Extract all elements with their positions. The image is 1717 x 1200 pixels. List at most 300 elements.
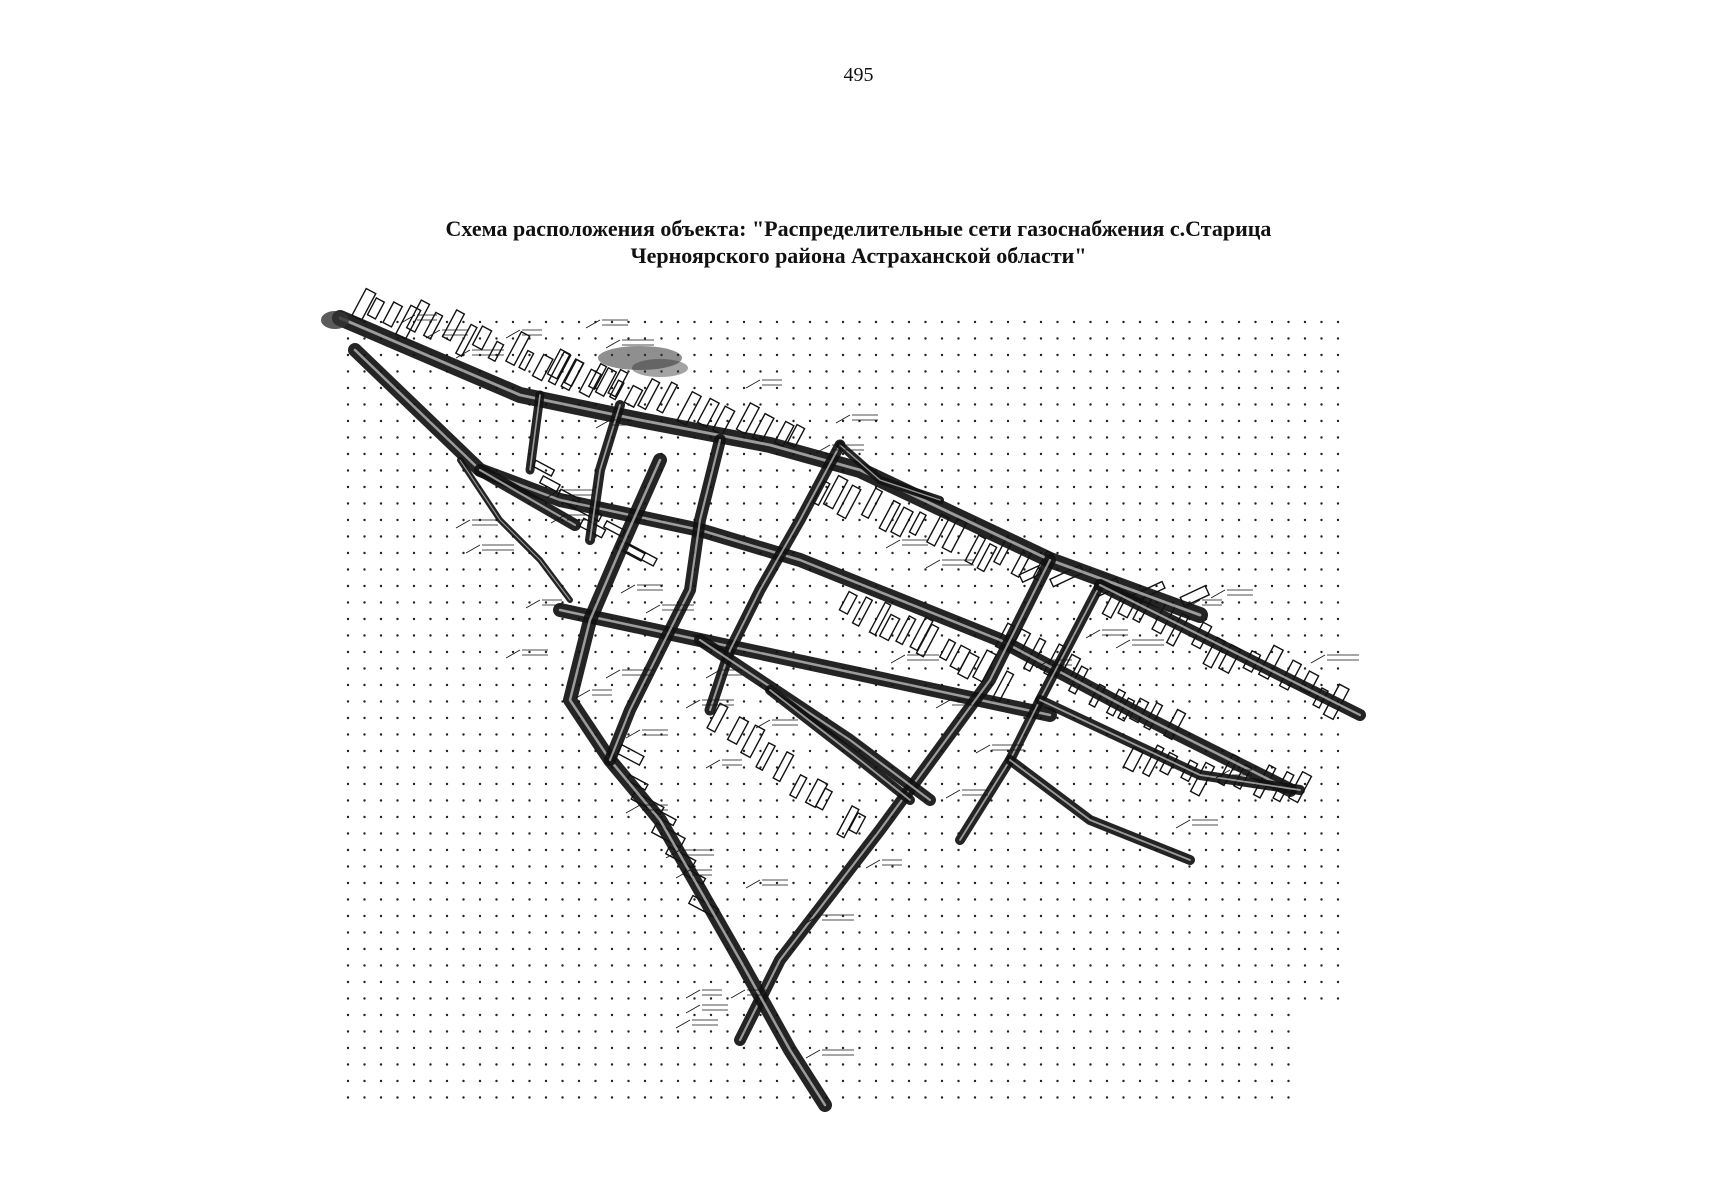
grid-dot bbox=[1205, 981, 1207, 983]
grid-dot bbox=[644, 387, 646, 389]
grid-dot bbox=[512, 997, 514, 999]
grid-dot bbox=[990, 981, 992, 983]
grid-dot bbox=[660, 1063, 662, 1065]
grid-dot bbox=[545, 832, 547, 834]
grid-dot bbox=[842, 1014, 844, 1016]
grid-dot bbox=[1271, 420, 1273, 422]
grid-dot bbox=[1007, 502, 1009, 504]
grid-dot bbox=[363, 469, 365, 471]
grid-dot bbox=[974, 601, 976, 603]
grid-dot bbox=[446, 1014, 448, 1016]
grid-dot bbox=[710, 387, 712, 389]
grid-dot bbox=[594, 865, 596, 867]
grid-dot bbox=[908, 321, 910, 323]
building bbox=[790, 775, 807, 798]
grid-dot bbox=[957, 436, 959, 438]
grid-dot bbox=[974, 585, 976, 587]
grid-dot bbox=[611, 1096, 613, 1098]
grid-dot bbox=[495, 882, 497, 884]
grid-dot bbox=[924, 321, 926, 323]
grid-dot bbox=[743, 1080, 745, 1082]
grid-dot bbox=[1056, 882, 1058, 884]
grid-dot bbox=[660, 1096, 662, 1098]
grid-dot bbox=[809, 684, 811, 686]
grid-dot bbox=[776, 948, 778, 950]
grid-dot bbox=[545, 700, 547, 702]
grid-dot bbox=[1221, 618, 1223, 620]
grid-dot bbox=[908, 651, 910, 653]
grid-dot bbox=[1205, 898, 1207, 900]
grid-dot bbox=[1007, 601, 1009, 603]
grid-dot bbox=[462, 981, 464, 983]
grid-dot bbox=[1139, 964, 1141, 966]
grid-dot bbox=[776, 717, 778, 719]
grid-dot bbox=[990, 997, 992, 999]
grid-dot bbox=[512, 849, 514, 851]
grid-dot bbox=[1287, 1063, 1289, 1065]
grid-dot bbox=[528, 1080, 530, 1082]
grid-dot bbox=[1320, 915, 1322, 917]
grid-dot bbox=[1287, 601, 1289, 603]
grid-dot bbox=[1056, 1047, 1058, 1049]
grid-dot bbox=[1040, 964, 1042, 966]
grid-dot bbox=[908, 568, 910, 570]
grid-dot bbox=[347, 1063, 349, 1065]
grid-dot bbox=[512, 783, 514, 785]
grid-dot bbox=[677, 469, 679, 471]
grid-dot bbox=[1271, 816, 1273, 818]
grid-dot bbox=[1172, 453, 1174, 455]
grid-dot bbox=[1287, 585, 1289, 587]
grid-dot bbox=[809, 700, 811, 702]
grid-dot bbox=[1122, 469, 1124, 471]
grid-dot bbox=[1188, 387, 1190, 389]
grid-dot bbox=[1139, 1047, 1141, 1049]
grid-dot bbox=[611, 535, 613, 537]
grid-dot bbox=[1007, 1096, 1009, 1098]
grid-dot bbox=[990, 898, 992, 900]
grid-dot bbox=[990, 717, 992, 719]
grid-dot bbox=[1271, 486, 1273, 488]
grid-dot bbox=[479, 618, 481, 620]
grid-dot bbox=[1106, 618, 1108, 620]
grid-dot bbox=[660, 1047, 662, 1049]
grid-dot bbox=[1023, 964, 1025, 966]
grid-dot bbox=[1304, 997, 1306, 999]
grid-dot bbox=[1089, 403, 1091, 405]
grid-dot bbox=[1040, 618, 1042, 620]
grid-dot bbox=[759, 964, 761, 966]
grid-dot bbox=[875, 882, 877, 884]
grid-dot bbox=[594, 354, 596, 356]
grid-dot bbox=[479, 964, 481, 966]
grid-dot bbox=[1271, 1063, 1273, 1065]
grid-dot bbox=[479, 865, 481, 867]
grid-dot bbox=[479, 997, 481, 999]
grid-dot bbox=[1007, 898, 1009, 900]
grid-dot bbox=[1320, 321, 1322, 323]
grid-dot bbox=[1287, 618, 1289, 620]
grid-dot bbox=[1271, 832, 1273, 834]
grid-dot bbox=[1007, 354, 1009, 356]
grid-dot bbox=[446, 535, 448, 537]
grid-dot bbox=[627, 651, 629, 653]
grid-dot bbox=[726, 981, 728, 983]
grid-dot bbox=[512, 1030, 514, 1032]
grid-dot bbox=[1287, 354, 1289, 356]
grid-dot bbox=[611, 1063, 613, 1065]
grid-dot bbox=[380, 849, 382, 851]
grid-dot bbox=[627, 1063, 629, 1065]
grid-dot bbox=[842, 387, 844, 389]
grid-dot bbox=[908, 865, 910, 867]
grid-dot bbox=[594, 1014, 596, 1016]
grid-dot bbox=[1172, 865, 1174, 867]
grid-dot bbox=[363, 568, 365, 570]
grid-dot bbox=[1073, 700, 1075, 702]
grid-dot bbox=[578, 981, 580, 983]
grid-dot bbox=[1287, 552, 1289, 554]
grid-dot bbox=[429, 733, 431, 735]
grid-dot bbox=[545, 1096, 547, 1098]
grid-dot bbox=[413, 1047, 415, 1049]
grid-dot bbox=[957, 964, 959, 966]
grid-dot bbox=[858, 1014, 860, 1016]
grid-dot bbox=[891, 849, 893, 851]
grid-dot bbox=[693, 783, 695, 785]
grid-dot bbox=[1122, 321, 1124, 323]
grid-dot bbox=[809, 799, 811, 801]
grid-dot bbox=[1155, 1014, 1157, 1016]
grid-dot bbox=[891, 898, 893, 900]
grid-dot bbox=[660, 1014, 662, 1016]
grid-dot bbox=[1040, 1096, 1042, 1098]
grid-dot bbox=[1073, 849, 1075, 851]
grid-dot bbox=[1007, 948, 1009, 950]
grid-dot bbox=[429, 717, 431, 719]
grid-dot bbox=[363, 618, 365, 620]
grid-dot bbox=[1254, 601, 1256, 603]
grid-dot bbox=[413, 948, 415, 950]
grid-dot bbox=[627, 1014, 629, 1016]
grid-dot bbox=[1056, 849, 1058, 851]
grid-dot bbox=[1287, 337, 1289, 339]
grid-dot bbox=[842, 337, 844, 339]
grid-dot bbox=[974, 799, 976, 801]
grid-dot bbox=[1040, 981, 1042, 983]
grid-dot bbox=[941, 964, 943, 966]
grid-dot bbox=[809, 618, 811, 620]
grid-dot bbox=[693, 948, 695, 950]
grid-dot bbox=[1106, 964, 1108, 966]
grid-dot bbox=[396, 453, 398, 455]
grid-dot bbox=[545, 1047, 547, 1049]
grid-dot bbox=[1106, 1096, 1108, 1098]
grid-dot bbox=[957, 750, 959, 752]
grid-dot bbox=[990, 453, 992, 455]
grid-dot bbox=[1122, 750, 1124, 752]
grid-dot bbox=[1155, 1047, 1157, 1049]
grid-dot bbox=[710, 1080, 712, 1082]
grid-dot bbox=[363, 931, 365, 933]
grid-dot bbox=[1238, 552, 1240, 554]
grid-dot bbox=[396, 585, 398, 587]
grid-dot bbox=[1122, 915, 1124, 917]
grid-dot bbox=[495, 1030, 497, 1032]
grid-dot bbox=[1188, 436, 1190, 438]
grid-dot bbox=[1106, 783, 1108, 785]
grid-dot bbox=[1205, 667, 1207, 669]
grid-dot bbox=[710, 568, 712, 570]
grid-dot bbox=[825, 816, 827, 818]
grid-dot bbox=[1040, 403, 1042, 405]
grid-dot bbox=[528, 420, 530, 422]
grid-dot bbox=[396, 420, 398, 422]
grid-dot bbox=[1106, 403, 1108, 405]
grid-dot bbox=[1073, 816, 1075, 818]
grid-dot bbox=[974, 403, 976, 405]
grid-dot bbox=[743, 865, 745, 867]
grid-dot bbox=[1271, 370, 1273, 372]
grid-dot bbox=[1056, 733, 1058, 735]
grid-dot bbox=[1122, 403, 1124, 405]
grid-dot bbox=[726, 634, 728, 636]
grid-dot bbox=[1304, 915, 1306, 917]
grid-dot bbox=[710, 354, 712, 356]
grid-dot bbox=[495, 964, 497, 966]
grid-dot bbox=[1172, 931, 1174, 933]
grid-dot bbox=[1287, 700, 1289, 702]
grid-dot bbox=[545, 783, 547, 785]
grid-dot bbox=[462, 486, 464, 488]
grid-dot bbox=[743, 882, 745, 884]
grid-dot bbox=[1271, 1096, 1273, 1098]
grid-dot bbox=[1337, 816, 1339, 818]
grid-dot bbox=[957, 469, 959, 471]
grid-dot bbox=[479, 849, 481, 851]
grid-dot bbox=[677, 733, 679, 735]
grid-dot bbox=[1304, 717, 1306, 719]
grid-dot bbox=[1254, 387, 1256, 389]
grid-dot bbox=[578, 585, 580, 587]
grid-dot bbox=[1304, 882, 1306, 884]
grid-dot bbox=[1238, 684, 1240, 686]
grid-dot bbox=[1337, 832, 1339, 834]
grid-dot bbox=[1287, 799, 1289, 801]
grid-dot bbox=[611, 1047, 613, 1049]
grid-dot bbox=[611, 321, 613, 323]
grid-dot bbox=[462, 964, 464, 966]
grid-dot bbox=[644, 948, 646, 950]
grid-dot bbox=[924, 486, 926, 488]
grid-dot bbox=[1337, 997, 1339, 999]
grid-dot bbox=[776, 783, 778, 785]
grid-dot bbox=[1221, 717, 1223, 719]
grid-dot bbox=[1254, 1096, 1256, 1098]
grid-dot bbox=[957, 387, 959, 389]
grid-dot bbox=[1221, 387, 1223, 389]
grid-dot bbox=[924, 948, 926, 950]
grid-dot bbox=[1287, 321, 1289, 323]
grid-dot bbox=[1287, 1030, 1289, 1032]
grid-dot bbox=[380, 964, 382, 966]
grid-dot bbox=[594, 667, 596, 669]
grid-dot bbox=[660, 882, 662, 884]
grid-dot bbox=[1056, 948, 1058, 950]
grid-dot bbox=[545, 717, 547, 719]
building bbox=[506, 332, 530, 366]
grid-dot bbox=[1188, 964, 1190, 966]
grid-dot bbox=[1139, 684, 1141, 686]
grid-dot bbox=[908, 981, 910, 983]
grid-dot bbox=[1287, 931, 1289, 933]
grid-dot bbox=[1023, 321, 1025, 323]
grid-dot bbox=[1221, 1030, 1223, 1032]
grid-dot bbox=[875, 601, 877, 603]
grid-dot bbox=[759, 865, 761, 867]
grid-dot bbox=[1238, 717, 1240, 719]
grid-dot bbox=[429, 535, 431, 537]
grid-dot bbox=[891, 321, 893, 323]
grid-dot bbox=[908, 915, 910, 917]
grid-dot bbox=[677, 981, 679, 983]
grid-dot bbox=[1221, 436, 1223, 438]
grid-dot bbox=[1040, 436, 1042, 438]
grid-dot bbox=[990, 618, 992, 620]
grid-dot bbox=[990, 915, 992, 917]
grid-dot bbox=[677, 667, 679, 669]
grid-dot bbox=[545, 733, 547, 735]
grid-dot bbox=[479, 420, 481, 422]
grid-dot bbox=[545, 667, 547, 669]
grid-dot bbox=[726, 997, 728, 999]
grid-dot bbox=[1287, 436, 1289, 438]
grid-dot bbox=[875, 337, 877, 339]
grid-dot bbox=[1172, 981, 1174, 983]
grid-dot bbox=[1172, 337, 1174, 339]
grid-dot bbox=[1139, 1063, 1141, 1065]
grid-dot bbox=[1106, 354, 1108, 356]
grid-dot bbox=[924, 882, 926, 884]
grid-dot bbox=[479, 882, 481, 884]
grid-dot bbox=[1304, 667, 1306, 669]
grid-dot bbox=[1320, 634, 1322, 636]
grid-dot bbox=[479, 898, 481, 900]
grid-dot bbox=[396, 750, 398, 752]
grid-dot bbox=[776, 816, 778, 818]
grid-dot bbox=[1139, 849, 1141, 851]
grid-dot bbox=[1089, 502, 1091, 504]
grid-dot bbox=[941, 849, 943, 851]
grid-dot bbox=[1172, 486, 1174, 488]
grid-dot bbox=[363, 684, 365, 686]
grid-dot bbox=[776, 469, 778, 471]
grid-dot bbox=[891, 799, 893, 801]
grid-dot bbox=[957, 552, 959, 554]
grid-dot bbox=[528, 964, 530, 966]
grid-dot bbox=[677, 1047, 679, 1049]
grid-dot bbox=[924, 403, 926, 405]
grid-dot bbox=[1205, 915, 1207, 917]
grid-dot bbox=[611, 634, 613, 636]
grid-dot bbox=[462, 519, 464, 521]
grid-dot bbox=[1023, 882, 1025, 884]
grid-dot bbox=[429, 964, 431, 966]
grid-dot bbox=[1254, 981, 1256, 983]
grid-dot bbox=[429, 1014, 431, 1016]
map-title-line-2: Черноярского района Астраханской области" bbox=[630, 243, 1087, 268]
grid-dot bbox=[1007, 1047, 1009, 1049]
grid-dot bbox=[693, 799, 695, 801]
grid-dot bbox=[726, 601, 728, 603]
grid-dot bbox=[380, 585, 382, 587]
grid-dot bbox=[347, 552, 349, 554]
grid-dot bbox=[1172, 832, 1174, 834]
grid-dot bbox=[1188, 849, 1190, 851]
grid-dot bbox=[809, 733, 811, 735]
grid-dot bbox=[1320, 931, 1322, 933]
grid-dot bbox=[528, 783, 530, 785]
grid-dot bbox=[495, 585, 497, 587]
grid-dot bbox=[1089, 964, 1091, 966]
grid-dot bbox=[1254, 882, 1256, 884]
grid-dot bbox=[1238, 1047, 1240, 1049]
grid-dot bbox=[528, 585, 530, 587]
grid-dot bbox=[974, 915, 976, 917]
grid-dot bbox=[1172, 997, 1174, 999]
grid-dot bbox=[545, 898, 547, 900]
grid-dot bbox=[644, 915, 646, 917]
grid-dot bbox=[380, 1063, 382, 1065]
grid-dot bbox=[908, 453, 910, 455]
grid-dot bbox=[891, 337, 893, 339]
grid-dot bbox=[545, 865, 547, 867]
grid-dot bbox=[1089, 766, 1091, 768]
grid-dot bbox=[462, 502, 464, 504]
grid-dot bbox=[1023, 783, 1025, 785]
grid-dot bbox=[380, 1096, 382, 1098]
grid-dot bbox=[875, 931, 877, 933]
grid-dot bbox=[1271, 700, 1273, 702]
grid-dot bbox=[462, 931, 464, 933]
grid-dot bbox=[512, 568, 514, 570]
grid-dot bbox=[561, 849, 563, 851]
grid-dot bbox=[924, 733, 926, 735]
grid-dot bbox=[627, 568, 629, 570]
grid-dot bbox=[1188, 1063, 1190, 1065]
grid-dot bbox=[1337, 370, 1339, 372]
grid-dot bbox=[611, 717, 613, 719]
grid-dot bbox=[1155, 535, 1157, 537]
grid-dot bbox=[347, 585, 349, 587]
grid-dot bbox=[743, 420, 745, 422]
grid-dot bbox=[347, 370, 349, 372]
grid-dot bbox=[545, 651, 547, 653]
grid-dot bbox=[1139, 1080, 1141, 1082]
grid-dot bbox=[1023, 931, 1025, 933]
grid-dot bbox=[528, 816, 530, 818]
grid-dot bbox=[396, 931, 398, 933]
grid-dot bbox=[809, 1047, 811, 1049]
grid-dot bbox=[1221, 816, 1223, 818]
grid-dot bbox=[1155, 832, 1157, 834]
grid-dot bbox=[1122, 865, 1124, 867]
grid-dot bbox=[396, 849, 398, 851]
grid-dot bbox=[1106, 865, 1108, 867]
grid-dot bbox=[627, 585, 629, 587]
grid-dot bbox=[380, 997, 382, 999]
grid-dot bbox=[1205, 387, 1207, 389]
